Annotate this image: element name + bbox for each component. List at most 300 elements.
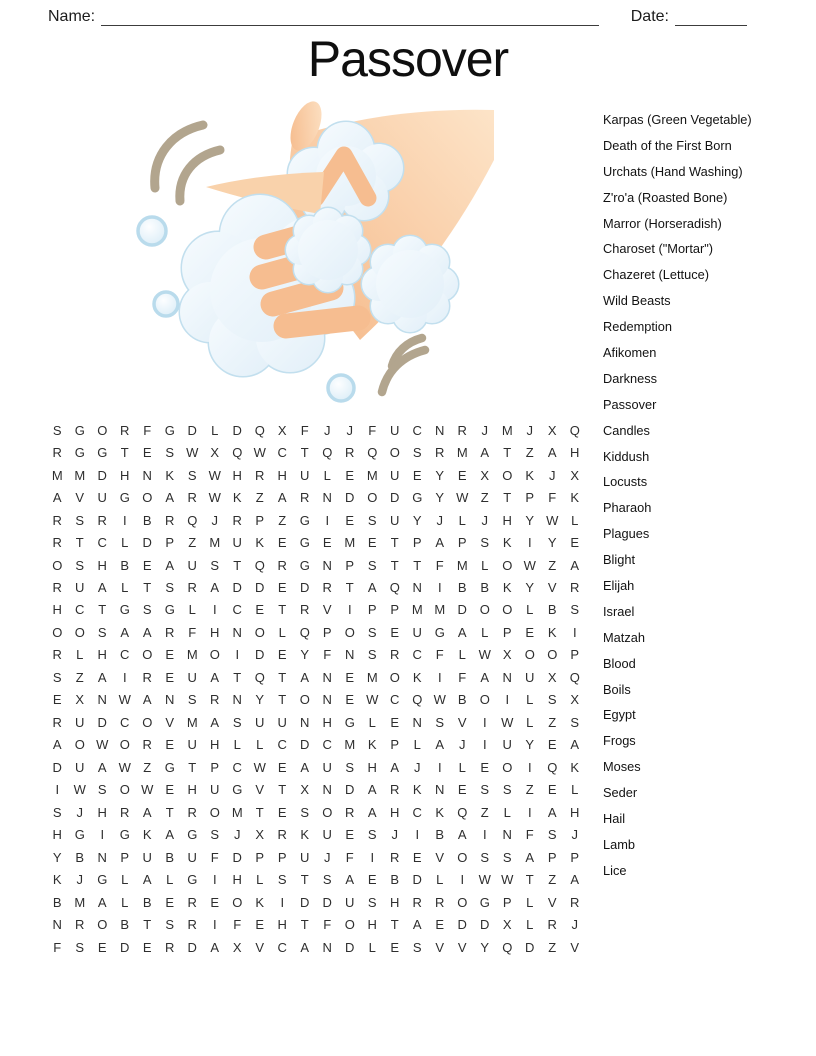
grid-cell: R bbox=[570, 894, 580, 910]
grid-cell: T bbox=[278, 782, 287, 798]
grid-cell: C bbox=[277, 939, 287, 955]
grid-cell: S bbox=[480, 782, 490, 798]
grid-cell: C bbox=[277, 445, 287, 461]
grid-cell: T bbox=[345, 580, 354, 596]
word-list-item: Darkness bbox=[603, 370, 658, 386]
grid-cell: L bbox=[368, 939, 376, 955]
grid-cell: A bbox=[97, 759, 107, 775]
grid-cell: Q bbox=[187, 512, 198, 528]
grid-cell: B bbox=[457, 580, 467, 596]
grid-cell: K bbox=[570, 759, 580, 775]
grid-cell: M bbox=[366, 669, 378, 685]
grid-cell: A bbox=[390, 759, 400, 775]
grid-cell: T bbox=[278, 669, 287, 685]
grid-cell: C bbox=[232, 759, 242, 775]
grid-cell: P bbox=[502, 894, 512, 910]
grid-cell: S bbox=[367, 647, 377, 663]
grid-cell: Z bbox=[188, 535, 197, 551]
grid-cell: B bbox=[547, 602, 557, 618]
grid-cell: L bbox=[526, 917, 534, 933]
grid-cell: D bbox=[120, 939, 130, 955]
grid-cell: A bbox=[97, 894, 107, 910]
word-list-item: Redemption bbox=[603, 319, 673, 335]
grid-cell: U bbox=[232, 535, 242, 551]
grid-cell: A bbox=[300, 669, 310, 685]
grid-cell: E bbox=[165, 782, 175, 798]
grid-cell: L bbox=[413, 737, 421, 753]
grid-cell: N bbox=[345, 647, 355, 663]
grid-cell: I bbox=[527, 759, 532, 775]
grid-cell: U bbox=[75, 759, 85, 775]
grid-cell: Q bbox=[547, 759, 558, 775]
grid-cell: A bbox=[52, 490, 62, 506]
grid-cell: H bbox=[570, 445, 580, 461]
grid-cell: K bbox=[367, 737, 377, 753]
grid-cell: B bbox=[75, 849, 85, 865]
grid-cell: I bbox=[572, 624, 577, 640]
grid-cell: Z bbox=[525, 445, 534, 461]
word-list-item: Lamb bbox=[603, 836, 636, 852]
word-list-item: Blood bbox=[603, 655, 636, 671]
grid-cell: Q bbox=[322, 445, 333, 461]
grid-cell: L bbox=[121, 894, 129, 910]
grid-cell: L bbox=[233, 737, 241, 753]
grid-cell: Z bbox=[548, 939, 557, 955]
grid-cell: U bbox=[322, 759, 332, 775]
grid-cell: D bbox=[232, 422, 242, 438]
grid-cell: S bbox=[502, 849, 512, 865]
grid-cell: U bbox=[300, 849, 310, 865]
grid-cell: A bbox=[457, 624, 467, 640]
grid-cell: D bbox=[480, 917, 490, 933]
grid-cell: V bbox=[457, 714, 467, 730]
grid-cell: U bbox=[97, 490, 107, 506]
grid-cell: Y bbox=[300, 647, 310, 663]
grid-cell: W bbox=[501, 872, 514, 888]
grid-cell: L bbox=[121, 535, 129, 551]
grid-cell: R bbox=[457, 422, 467, 438]
grid-cell: E bbox=[142, 557, 152, 573]
grid-cell: D bbox=[232, 580, 242, 596]
grid-cell: A bbox=[97, 669, 107, 685]
grid-cell: W bbox=[73, 782, 86, 798]
grid-cell: E bbox=[52, 692, 62, 708]
grid-cell: L bbox=[256, 872, 264, 888]
grid-cell: I bbox=[235, 647, 240, 663]
grid-cell: E bbox=[142, 939, 152, 955]
grid-cell: V bbox=[435, 849, 445, 865]
grid-cell: N bbox=[502, 827, 512, 843]
grid-cell: J bbox=[324, 849, 331, 865]
page-title: Passover bbox=[307, 31, 509, 87]
grid-cell: E bbox=[345, 512, 355, 528]
grid-cell: C bbox=[412, 647, 422, 663]
grid-cell: G bbox=[164, 759, 175, 775]
grid-cell: G bbox=[119, 490, 130, 506]
grid-cell: S bbox=[52, 669, 62, 685]
grid-cell: D bbox=[52, 759, 62, 775]
grid-cell: D bbox=[345, 782, 355, 798]
grid-cell: H bbox=[390, 894, 400, 910]
grid-cell: A bbox=[412, 917, 422, 933]
grid-cell: I bbox=[100, 827, 105, 843]
grid-cell: A bbox=[210, 669, 220, 685]
grid-cell: K bbox=[165, 467, 175, 483]
grid-cell: O bbox=[524, 647, 535, 663]
grid-cell: O bbox=[502, 557, 513, 573]
grid-cell: A bbox=[142, 692, 152, 708]
grid-cell: G bbox=[119, 827, 130, 843]
grid-cell: E bbox=[165, 647, 175, 663]
grid-cell: K bbox=[300, 827, 310, 843]
grid-cell: O bbox=[389, 669, 400, 685]
grid-cell: Q bbox=[232, 445, 243, 461]
grid-cell: J bbox=[76, 804, 83, 820]
grid-cell: R bbox=[52, 535, 62, 551]
grid-cell: S bbox=[570, 602, 580, 618]
grid-cell: C bbox=[322, 737, 332, 753]
grid-cell: P bbox=[390, 602, 400, 618]
grid-cell: R bbox=[120, 422, 130, 438]
grid-cell: L bbox=[256, 737, 264, 753]
grid-cell: G bbox=[232, 782, 243, 798]
grid-cell: R bbox=[52, 512, 62, 528]
word-list-item: Chazeret (Lettuce) bbox=[603, 267, 709, 283]
grid-cell: R bbox=[187, 804, 197, 820]
grid-cell: D bbox=[300, 737, 310, 753]
grid-cell: Y bbox=[525, 512, 535, 528]
grid-cell: N bbox=[97, 849, 107, 865]
grid-cell: C bbox=[232, 602, 242, 618]
word-list-item: Hail bbox=[603, 811, 626, 827]
grid-cell: L bbox=[323, 467, 331, 483]
grid-cell: L bbox=[121, 580, 129, 596]
grid-cell: P bbox=[547, 849, 557, 865]
grid-cell: D bbox=[345, 939, 355, 955]
grid-cell: G bbox=[74, 422, 85, 438]
grid-cell: E bbox=[142, 445, 152, 461]
grid-cell: P bbox=[367, 602, 377, 618]
grid-cell: E bbox=[210, 894, 220, 910]
grid-cell: R bbox=[165, 512, 175, 528]
grid-cell: W bbox=[478, 872, 491, 888]
grid-cell: B bbox=[457, 692, 467, 708]
grid-cell: D bbox=[457, 917, 467, 933]
grid-cell: I bbox=[280, 894, 285, 910]
grid-cell: U bbox=[255, 714, 265, 730]
grid-cell: P bbox=[345, 557, 355, 573]
grid-cell: R bbox=[97, 512, 107, 528]
grid-cell: R bbox=[120, 804, 130, 820]
grid-cell: L bbox=[526, 602, 534, 618]
grid-cell: K bbox=[232, 490, 242, 506]
grid-cell: W bbox=[208, 467, 221, 483]
grid-cell: I bbox=[325, 512, 330, 528]
grid-cell: R bbox=[187, 917, 197, 933]
grid-cell: I bbox=[347, 602, 352, 618]
grid-cell: O bbox=[547, 647, 558, 663]
grid-cell: T bbox=[233, 557, 242, 573]
grid-cell: I bbox=[482, 714, 487, 730]
grid-cell: R bbox=[300, 602, 310, 618]
grid-cell: H bbox=[52, 602, 62, 618]
grid-cell: D bbox=[457, 602, 467, 618]
grid-cell: A bbox=[435, 535, 445, 551]
grid-cell: P bbox=[570, 849, 580, 865]
grid-cell: P bbox=[322, 624, 332, 640]
grid-cell: R bbox=[435, 894, 445, 910]
grid-cell: T bbox=[165, 804, 174, 820]
grid-cell: Q bbox=[457, 804, 468, 820]
word-list-item: Elijah bbox=[603, 578, 635, 594]
grid-cell: S bbox=[570, 714, 580, 730]
word-list-item: Marror (Horseradish) bbox=[603, 215, 722, 231]
grid-cell: F bbox=[143, 422, 152, 438]
grid-cell: U bbox=[187, 669, 197, 685]
grid-cell: S bbox=[187, 692, 197, 708]
grid-cell: N bbox=[142, 467, 152, 483]
grid-cell: A bbox=[97, 580, 107, 596]
grid-cell: O bbox=[389, 445, 400, 461]
header bbox=[48, 8, 747, 26]
grid-cell: X bbox=[210, 445, 220, 461]
grid-cell: G bbox=[299, 512, 310, 528]
grid-cell: W bbox=[501, 714, 514, 730]
grid-cell: M bbox=[51, 467, 63, 483]
word-list-item: Charoset ("Mortar") bbox=[603, 241, 714, 257]
grid-cell: Y bbox=[412, 512, 422, 528]
grid-cell: P bbox=[210, 759, 220, 775]
grid-cell: G bbox=[164, 602, 175, 618]
grid-cell: A bbox=[277, 490, 287, 506]
grid-cell: U bbox=[187, 849, 197, 865]
grid-cell: L bbox=[368, 714, 376, 730]
grid-cell: V bbox=[75, 490, 85, 506]
grid-cell: G bbox=[74, 827, 85, 843]
grid-cell: G bbox=[74, 445, 85, 461]
grid-cell: D bbox=[142, 535, 152, 551]
grid-cell: H bbox=[97, 804, 107, 820]
grid-cell: M bbox=[366, 467, 378, 483]
grid-cell: R bbox=[187, 580, 197, 596]
grid-cell: J bbox=[571, 827, 578, 843]
grid-cell: S bbox=[502, 782, 512, 798]
grid-cell: S bbox=[367, 512, 377, 528]
grid-cell: R bbox=[52, 445, 62, 461]
word-list-item: Blight bbox=[603, 552, 636, 568]
grid-cell: H bbox=[232, 467, 242, 483]
grid-cell: A bbox=[570, 737, 580, 753]
hand-washing-illustration-icon bbox=[110, 100, 530, 420]
grid-cell: S bbox=[412, 939, 422, 955]
grid-cell: A bbox=[525, 849, 535, 865]
grid-cell: M bbox=[456, 445, 468, 461]
grid-cell: H bbox=[52, 827, 62, 843]
grid-cell: T bbox=[233, 669, 242, 685]
word-list-item: Kiddush bbox=[603, 448, 650, 464]
grid-cell: L bbox=[481, 557, 489, 573]
word-list-item: Seder bbox=[603, 785, 638, 801]
grid-cell: Q bbox=[569, 669, 580, 685]
grid-cell: U bbox=[525, 669, 535, 685]
grid-cell: A bbox=[367, 804, 377, 820]
grid-cell: T bbox=[143, 580, 152, 596]
grid-cell: R bbox=[255, 467, 265, 483]
grid-cell: W bbox=[523, 557, 536, 573]
grid-cell: O bbox=[457, 849, 468, 865]
grid-cell: K bbox=[502, 535, 512, 551]
grid-cell: E bbox=[255, 917, 265, 933]
grid-cell: G bbox=[344, 714, 355, 730]
grid-cell: S bbox=[322, 872, 332, 888]
grid-cell: P bbox=[165, 535, 175, 551]
grid-cell: I bbox=[370, 849, 375, 865]
grid-cell: L bbox=[458, 512, 466, 528]
grid-cell: A bbox=[142, 872, 152, 888]
grid-cell: I bbox=[437, 580, 442, 596]
grid-cell: A bbox=[300, 939, 310, 955]
grid-cell: P bbox=[277, 849, 287, 865]
grid-cell: R bbox=[187, 490, 197, 506]
grid-cell: C bbox=[120, 647, 130, 663]
grid-cell: A bbox=[142, 624, 152, 640]
grid-cell: O bbox=[344, 917, 355, 933]
grid-cell: V bbox=[165, 714, 175, 730]
grid-cell: I bbox=[437, 759, 442, 775]
grid-cell: U bbox=[277, 714, 287, 730]
grid-cell: J bbox=[211, 512, 218, 528]
grid-cell: S bbox=[165, 580, 175, 596]
grid-cell: U bbox=[142, 849, 152, 865]
grid-cell: S bbox=[277, 872, 287, 888]
grid-cell: J bbox=[571, 917, 578, 933]
grid-cell: N bbox=[300, 714, 310, 730]
grid-cell: F bbox=[323, 917, 332, 933]
grid-cell: Q bbox=[299, 624, 310, 640]
grid-cell: M bbox=[74, 894, 86, 910]
date-blank-line bbox=[675, 9, 747, 26]
grid-cell: O bbox=[254, 624, 265, 640]
grid-cell: Q bbox=[569, 422, 580, 438]
grid-cell: K bbox=[255, 535, 265, 551]
grid-cell: L bbox=[166, 872, 174, 888]
grid-cell: K bbox=[412, 782, 422, 798]
motion-lines-top-icon bbox=[155, 125, 220, 201]
grid-cell: R bbox=[547, 917, 557, 933]
grid-cell: G bbox=[97, 445, 108, 461]
grid-cell: F bbox=[300, 422, 309, 438]
grid-cell: C bbox=[390, 692, 400, 708]
grid-cell: G bbox=[97, 872, 108, 888]
grid-cell: W bbox=[118, 759, 131, 775]
grid-cell: D bbox=[390, 490, 400, 506]
grid-cell: L bbox=[503, 804, 511, 820]
grid-cell: E bbox=[547, 782, 557, 798]
grid-cell: M bbox=[186, 647, 198, 663]
grid-cell: H bbox=[97, 557, 107, 573]
grid-cell: M bbox=[344, 737, 356, 753]
grid-cell: R bbox=[52, 580, 62, 596]
grid-cell: E bbox=[390, 624, 400, 640]
grid-cell: X bbox=[502, 917, 512, 933]
grid-cell: Z bbox=[480, 804, 489, 820]
grid-cell: Q bbox=[254, 422, 265, 438]
grid-cell: E bbox=[390, 939, 400, 955]
grid-cell: P bbox=[390, 737, 400, 753]
name-blank-line bbox=[101, 9, 599, 26]
grid-cell: J bbox=[481, 512, 488, 528]
grid-cell: W bbox=[96, 737, 109, 753]
grid-cell: U bbox=[322, 827, 332, 843]
grid-cell: Z bbox=[525, 782, 534, 798]
grid-cell: C bbox=[120, 714, 130, 730]
word-list-item: Z'ro'a (Roasted Bone) bbox=[603, 189, 728, 205]
word-list-item: Plagues bbox=[603, 526, 650, 542]
word-list-item: Egypt bbox=[603, 707, 636, 723]
grid-cell: D bbox=[97, 467, 107, 483]
grid-cell: T bbox=[525, 872, 534, 888]
grid-cell: L bbox=[188, 602, 196, 618]
grid-cell: K bbox=[570, 490, 580, 506]
grid-cell: H bbox=[570, 804, 580, 820]
grid-cell: P bbox=[502, 624, 512, 640]
grid-cell: S bbox=[480, 535, 490, 551]
grid-cell: H bbox=[367, 759, 377, 775]
grid-cell: E bbox=[457, 782, 467, 798]
grid-cell: A bbox=[435, 737, 445, 753]
grid-cell: A bbox=[480, 669, 490, 685]
grid-cell: O bbox=[322, 804, 333, 820]
grid-cell: Q bbox=[254, 669, 265, 685]
grid-cell: A bbox=[480, 445, 490, 461]
grid-cell: O bbox=[479, 602, 490, 618]
word-list-item: Matzah bbox=[603, 629, 645, 645]
foam-puff-center bbox=[286, 208, 370, 292]
grid-cell: M bbox=[456, 557, 468, 573]
grid-cell: U bbox=[75, 714, 85, 730]
grid-cell: V bbox=[547, 580, 557, 596]
grid-cell: H bbox=[390, 804, 400, 820]
grid-cell: O bbox=[52, 557, 63, 573]
grid-cell: U bbox=[412, 624, 422, 640]
grid-cell: R bbox=[52, 647, 62, 663]
grid-cell: A bbox=[300, 759, 310, 775]
grid-cell: Q bbox=[412, 692, 423, 708]
grid-cell: T bbox=[188, 759, 197, 775]
grid-cell: G bbox=[434, 624, 445, 640]
grid-cell: T bbox=[98, 602, 107, 618]
grid-cell: E bbox=[255, 602, 265, 618]
grid-cell: L bbox=[481, 624, 489, 640]
grid-cell: R bbox=[390, 849, 400, 865]
grid-cell: S bbox=[52, 422, 62, 438]
grid-cell: V bbox=[255, 782, 265, 798]
grid-cell: R bbox=[570, 580, 580, 596]
grid-cell: E bbox=[435, 917, 445, 933]
grid-cell: O bbox=[74, 624, 85, 640]
grid-cell: U bbox=[390, 512, 400, 528]
grid-cell: R bbox=[165, 624, 175, 640]
grid-cell: E bbox=[345, 467, 355, 483]
grid-cell: T bbox=[278, 602, 287, 618]
grid-cell: N bbox=[322, 782, 332, 798]
word-list bbox=[603, 107, 752, 884]
grid-cell: O bbox=[209, 647, 220, 663]
grid-cell: W bbox=[366, 692, 379, 708]
word-list-item: Frogs bbox=[603, 733, 636, 749]
grid-cell: P bbox=[255, 849, 265, 865]
grid-cell: H bbox=[187, 782, 197, 798]
